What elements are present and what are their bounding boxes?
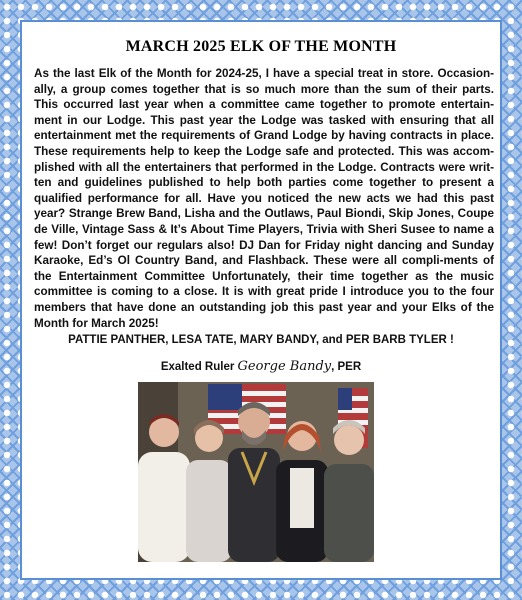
group-photo xyxy=(138,382,374,562)
signature-line xyxy=(22,359,500,374)
article-panel xyxy=(22,22,500,578)
article-body: As the last Elk of the Month for 2024-25, I have a special treat in store. Occasion-ally, a group comes together that is so much more than the sum of their parts. This occurred last year when a committee came together to promote entertain-ment in our Lodge. This past year the Lodge was tasked with ensuring that all entertainment met the requirements of Grand Lodge by having contracts in place. These requirements help to keep the Lodge safe and protected. This was accom-plished with all the entertainers that performed in the Lodge. Contracts were writ-ten and guidelines published to help both parties come together to present a qualified performance for all. Have you noticed the new acts we had this past year? Strange Brew Band, Lisha and the Outlaws, Paul Biondi, Skip Jones, Coupe de Ville, Vintage Sass & It’s About Time Players, Trivia with Sheri Susee to name a few! Don’t forget our regulars also! DJ Dan for Friday night dancing and Sunday Karaoke, Ed’s Ol Country Band, and Flashback. These were all compli-ments of the Entertainment Committee Unfortunately, their time together as the music committee is coming to a close. It is with great pride I introduce you to the four members that have done an outstanding job this past year and your Elks of the Month for March 2025! xyxy=(34,67,494,330)
signature-suffix: , PER xyxy=(331,361,362,373)
article-title: MARCH 2025 ELK OF THE MONTH xyxy=(125,38,397,55)
honorees-line: PATTIE PANTHER, LESA TATE, MARY BANDY, and PER BARB TYLER ! xyxy=(68,334,454,346)
group-photo-illustration xyxy=(138,382,374,562)
signature-title: Exalted Ruler xyxy=(160,361,235,373)
signature-name: George Bandy xyxy=(237,359,332,374)
